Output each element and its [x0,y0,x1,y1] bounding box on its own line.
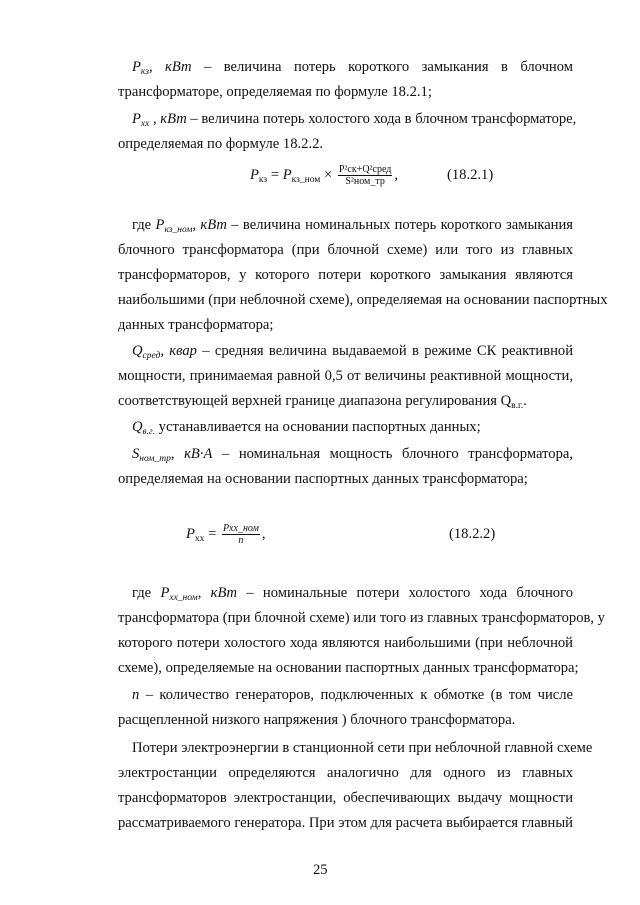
q-sred-line-3: соответствующей верхней границе диапазона регулирования $Q_{в.г.}$. [118,393,527,411]
p-kz-definition-line-2: трансформаторе, определяемая по формуле 18.2.1; [118,84,432,100]
s-nom-line-2: определяемая на основании паспортных данных трансформатора; [118,471,528,487]
where-pxx-nom-line-3: которого потери холостого хода являются наибольшими (при неблочной [118,635,573,651]
p-kz-definition-line-1: $P_{кз}$, кВт – величина потерь короткого замыкания в блочном [132,59,573,77]
n-definition-line-1: n – количество генераторов, подключенных к обмотке (в том числе [132,687,573,703]
p-xx-definition-line-1: $P_{xx}$ , кВт – величина потерь холостого хода в блочном трансформаторе, [132,111,577,129]
equation-number-18-2-2: (18.2.2) [449,526,496,542]
losses-line-2: электростанции определяются аналогично для одного из главных [118,765,573,781]
equation-number-18-2-1: (18.2.1) [447,167,494,183]
losses-line-4: рассматриваемого генератора. При этом для расчета выбирается главный [118,815,573,831]
equation-18-2-2: $P_{xx}$ = $\frac{\text{Pxx\_ном}}{n}$ , [186,523,266,547]
n-definition-line-2: расщепленной низкого напряжения ) блочного трансформатора. [118,712,516,728]
equation-18-2-1: $P_{кз} = P_{кз\_ном}$ × $\frac{\text{P²ск+Q²сред}}{\text{S²ном\_тр}}$ , [250,164,399,188]
where-pkz-nom-line-3: трансформаторов, у которого потери короткого замыкания являются [118,267,573,283]
where-pkz-nom-line-1: где $P_{кз\_ном}$, кВт – величина номинальных потерь короткого замыкания [132,217,574,235]
fraction-18-2-1: $\frac{\text{P²ск+Q²сред}}{\text{S²ном\_тр}}$ [338,164,392,188]
where-pkz-nom-line-2: блочного трансформатора (при блочной схеме) или того из главных [118,242,573,258]
where-pxx-nom-line-4: схеме), определяемые на основании паспортных данных трансформатора; [118,660,579,676]
page-number: 25 [313,862,328,878]
losses-line-3: трансформаторов электростанции, обеспечивающих выдачу мощности [118,790,573,806]
where-pxx-nom-line-1: где $P_{xx\_ном}$, кВт – номинальные потери холостого хода блочного [132,585,573,603]
q-sred-line-1: $Q_{сред}$, квар – средняя величина выдаваемой в режиме СК реактивной [132,343,574,361]
q-sred-line-2: мощности, принимаемая равной 0,5 от величины реактивной мощности, [118,368,573,384]
p-xx-definition-line-2: определяемая по формуле 18.2.2. [118,136,324,152]
q-vg-line: $Q_{в.г.}$ устанавливается на основании паспортных данных; [132,419,481,437]
losses-line-1: Потери электроэнергии в станционной сети при неблочной главной схеме [132,740,593,756]
fraction-18-2-2: $\frac{\text{Pxx\_ном}}{n}$ [222,523,259,547]
where-pkz-nom-line-4: наибольшими (при неблочной схеме), определяемая на основании паспортных [118,292,608,308]
where-pkz-nom-line-5: данных трансформатора; [118,317,274,333]
where-pxx-nom-line-2: трансформатора (при блочной схеме) или того из главных трансформаторов, у [118,610,605,626]
s-nom-line-1: $S_{ном\_тр}$, кВ·А – номинальная мощность блочного трансформатора, [132,446,573,464]
